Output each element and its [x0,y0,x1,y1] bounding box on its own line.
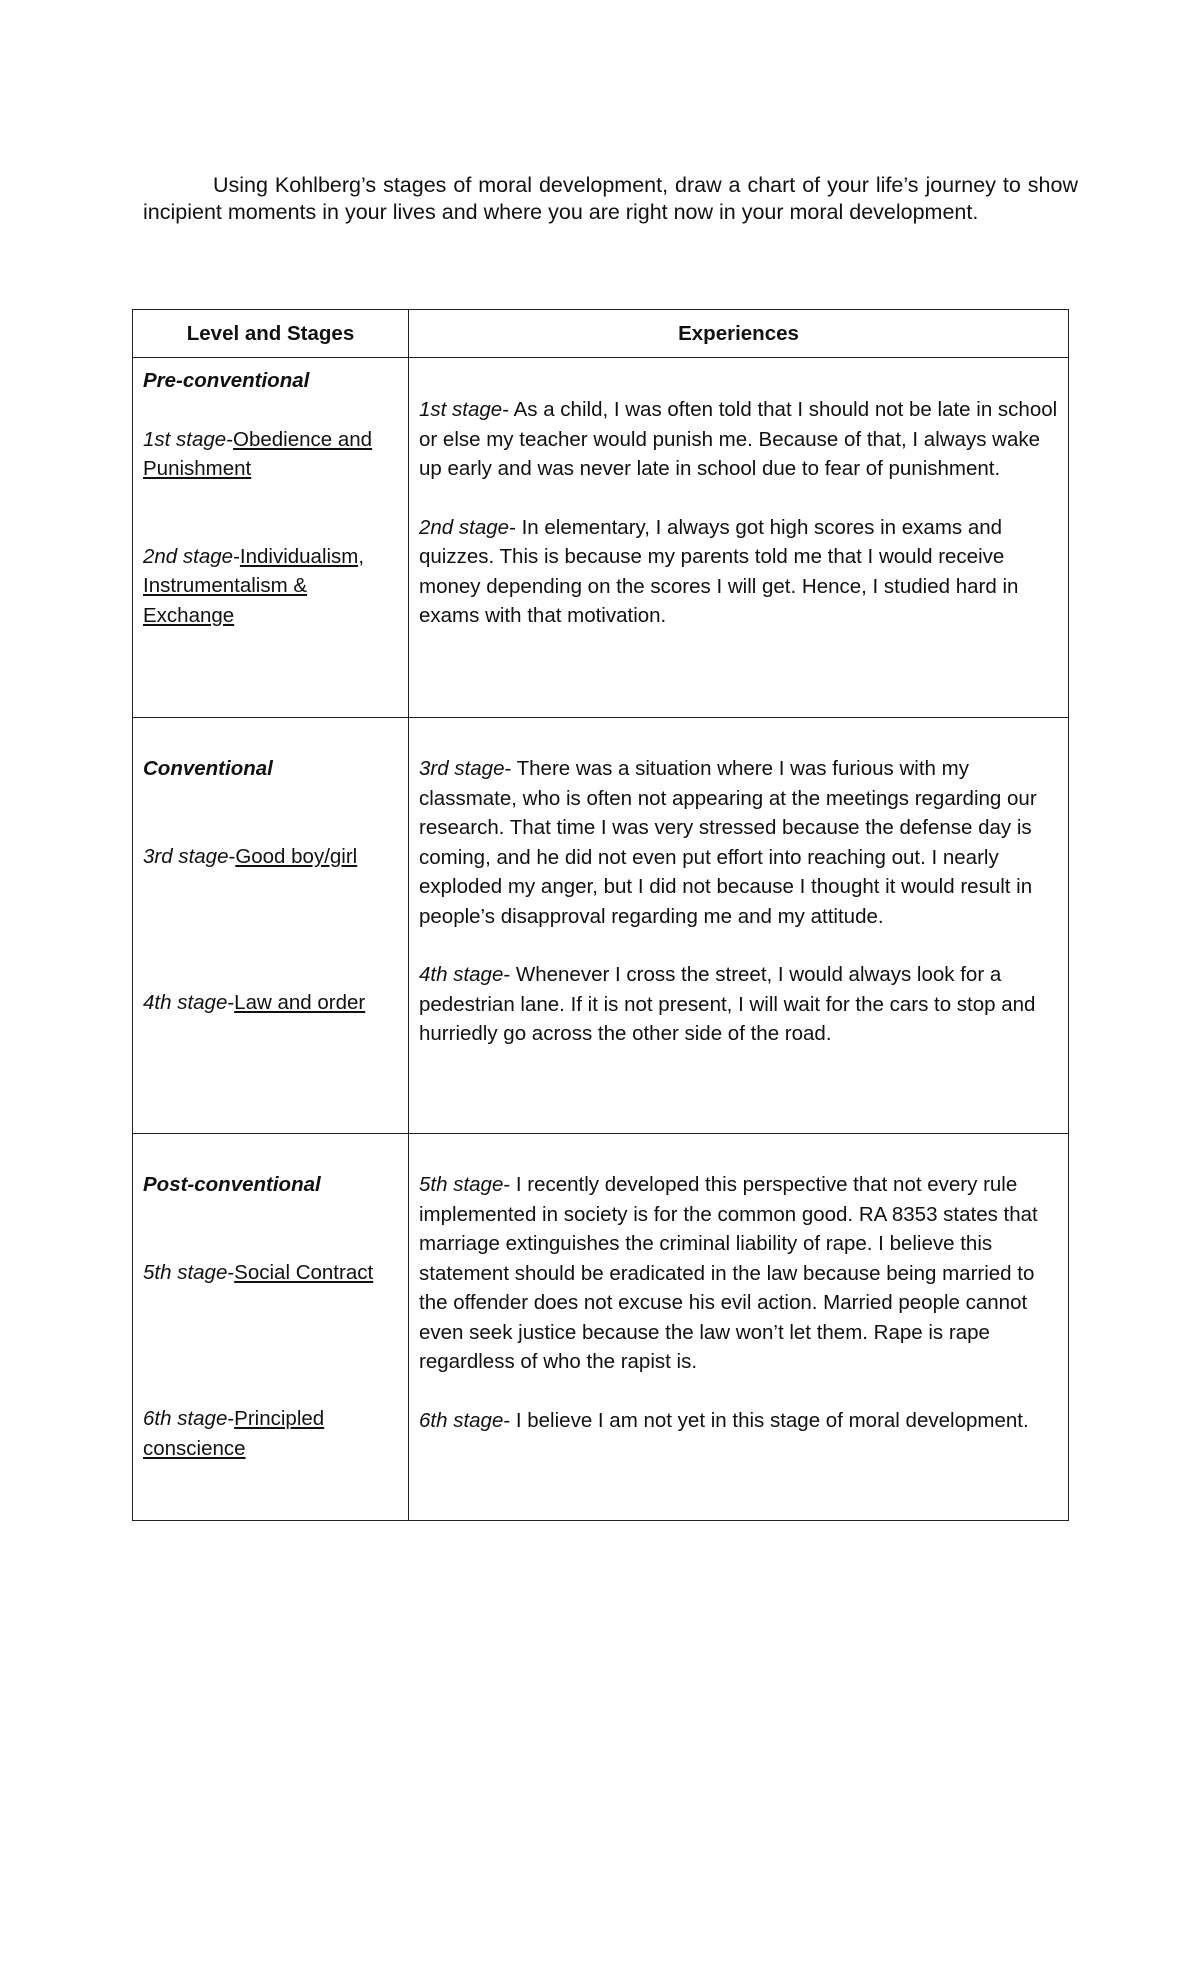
stage-label: 3rd stage-Good boy/girl [143,844,358,868]
level-title: Pre-conventional [143,369,310,392]
experience-cell [409,358,1069,718]
stage-label: 4th stage-Law and order [143,991,366,1014]
experience-cell [409,718,1069,1134]
experience-cell [409,1134,1069,1521]
stage-name: Social Contract [234,1260,374,1284]
level-title: Post-conventional [143,1173,321,1196]
header-level-and-stages: Level and Stages [133,310,409,358]
stage-name: Principled conscience [143,1407,325,1460]
stage-name: Good boy/girl [235,844,358,868]
stage-name: Obedience and Punishment [143,427,373,480]
kohlberg-chart-table [132,309,1069,1521]
table-row [133,358,1069,718]
header-experiences: Experiences [409,310,1069,358]
level-cell [133,358,409,718]
stage-label: 6th stage-Principled conscience [143,1407,325,1460]
table-header-row [133,310,1069,358]
experience-text: 3rd stage- There was a situation where I was furious with my classmate, who is often not appearing at the meetings regarding our research. That time I was very stressed because the defense day is coming, and he did not even put effort into reaching out. I nearly exploded my anger, but I did not because I thought it would result in people’s disapproval regarding me and my attitude. [419,757,1037,928]
experience-text: 1st stage- As a child, I was often told that I should not be late in school or else my teacher would punish me. Because of that, I always wake up early and was never late in school due to fear of punishment. [419,398,1058,480]
experience-text: 4th stage- Whenever I cross the street, I would always look for a pedestrian lane. If it is not present, I will wait for the cars to stop and hurriedly go across the other side of the road. [419,963,1036,1045]
assignment-prompt: Using Kohlberg’s stages of moral development, draw a chart of your life’s journey to show incipient moments in your lives and where you are right now in your moral development. [143,173,1078,224]
table-row [133,1134,1069,1521]
experience-text: 6th stage- I believe I am not yet in this stage of moral development. [419,1408,1029,1432]
level-title: Conventional [143,757,273,780]
table-row [133,718,1069,1134]
level-cell [133,718,409,1134]
experience-text: 5th stage- I recently developed this perspective that not every rule implemented in society is for the common good. RA 8353 states that marriage extinguishes the criminal liability of rape. I believe this statement should be eradicated in the law because being married to the offender does not excuse his evil action. Married people cannot even seek justice because the law won’t let them. Rape is rape regardless of who the rapist is. [419,1173,1038,1373]
stage-name: Law and order [234,991,366,1014]
stage-name: Individualism, Instrumentalism & Exchange [143,544,365,627]
stage-label: 5th stage-Social Contract [143,1260,374,1284]
stage-label: 2nd stage-Individualism, Instrumentalism & Exchange [143,544,365,627]
level-cell [133,1134,409,1521]
experience-text: 2nd stage- In elementary, I always got high scores in exams and quizzes. This is because my parents told me that I would receive money depending on the scores I will get. Hence, I studied hard in exams with that motivation. [419,515,1019,627]
stage-label: 1st stage-Obedience and Punishment [143,427,373,480]
